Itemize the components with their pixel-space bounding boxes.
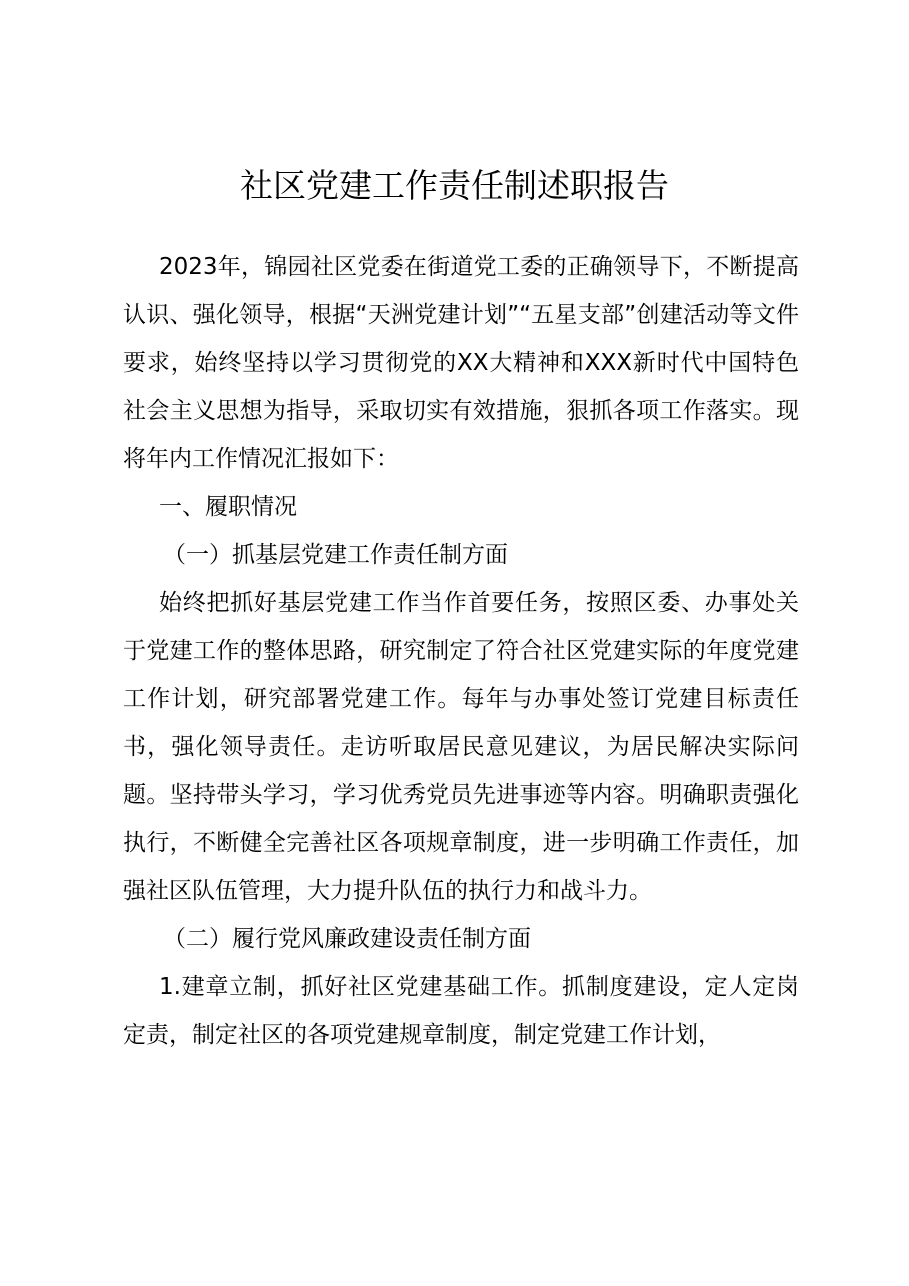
document-title: 社区党建工作责任制述职报告 [240,166,669,205]
paragraph-intro: 2023年，锦园社区党委在街道党工委的正确领导下，不断提高认识、强化领导，根据“天洲党建计划”“五星支部”创建活动等文件要求，始终坚持以学习贯彻党的XX大精神和XXX新时代中国特色社会主义思想为指导，采取切实有效措施，狠抓各项工作落实。现将年内工作情况汇报如下： [123,254,799,472]
section-heading-performance: 一、履职情况 [159,494,297,520]
document-body [123,243,799,1059]
subsection-heading-integrity: （二）履行党风廉政建设责任制方面 [163,926,531,952]
subsection-heading-grassroots: （一）抓基层党建工作责任制方面 [163,542,508,568]
paragraph-rules: 1.建章立制，抓好社区党建基础工作。抓制度建设，定人定岗定责，制定社区的各项党建规章制度，制定党建工作计划， [123,974,799,1048]
paragraph-grassroots: 始终把抓好基层党建工作当作首要任务，按照区委、办事处关于党建工作的整体思路，研究制定了符合社区党建实际的年度党建工作计划，研究部署党建工作。每年与办事处签订党建目标责任书，强化领导责任。走访听取居民意见建议，为居民解决实际问题。坚持带头学习，学习优秀党员先进事迹等内容。明确职责强化执行，不断健全完善社区各项规章制度，进一步明确工作责任，加强社区队伍管理，大力提升队伍的执行力和战斗力。 [123,590,799,904]
